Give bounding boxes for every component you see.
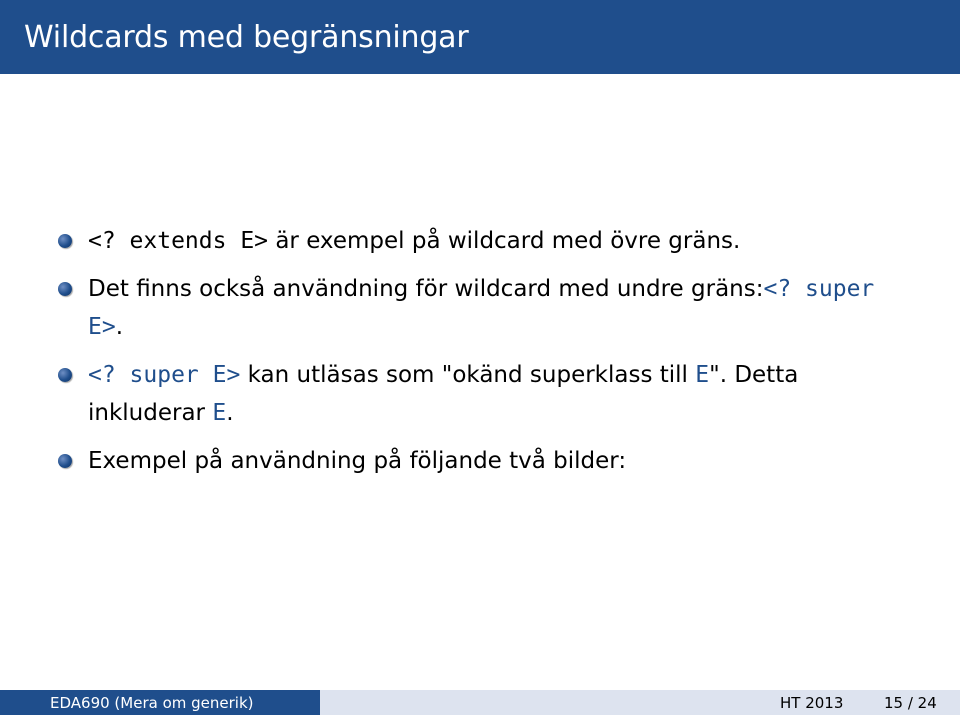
- bullet-text: Det finns också användning för wildcard med undre gräns:: [88, 276, 764, 302]
- footer-right: [320, 690, 960, 715]
- footer-bar: [0, 690, 960, 715]
- bullet-item-4: [58, 442, 918, 480]
- code-snippet: <? extends E>: [88, 228, 269, 254]
- bullet-text: .: [226, 400, 234, 426]
- slide-title: Wildcards med begränsningar: [24, 20, 469, 55]
- bullet-icon: [58, 454, 72, 468]
- code-snippet: <? super E>: [88, 362, 241, 388]
- bullet-text: kan utläsas som "okänd superklass till: [240, 362, 696, 388]
- footer-course: EDA690 (Mera om generik): [50, 694, 254, 712]
- code-snippet: <? super E>: [88, 276, 875, 340]
- bullet-text: är exempel på wildcard med övre gräns.: [268, 228, 741, 254]
- bullet-list: [58, 222, 918, 490]
- title-bar: [0, 0, 960, 74]
- bullet-text: .: [115, 314, 124, 340]
- bullet-item-3: [58, 356, 918, 432]
- footer-term: HT 2013: [780, 694, 844, 712]
- bullet-item-2: [58, 270, 918, 346]
- bullet-icon: [58, 282, 72, 296]
- code-snippet: E: [212, 400, 227, 426]
- bullet-text: ". Detta inkluderar: [88, 362, 799, 426]
- bullet-item-1: [58, 222, 918, 260]
- bullet-icon: [58, 234, 72, 248]
- bullet-text: Exempel på användning på följande två bilder:: [88, 448, 627, 474]
- page-number: 15 / 24: [884, 694, 937, 712]
- code-snippet: E: [695, 362, 710, 388]
- bullet-icon: [58, 368, 72, 382]
